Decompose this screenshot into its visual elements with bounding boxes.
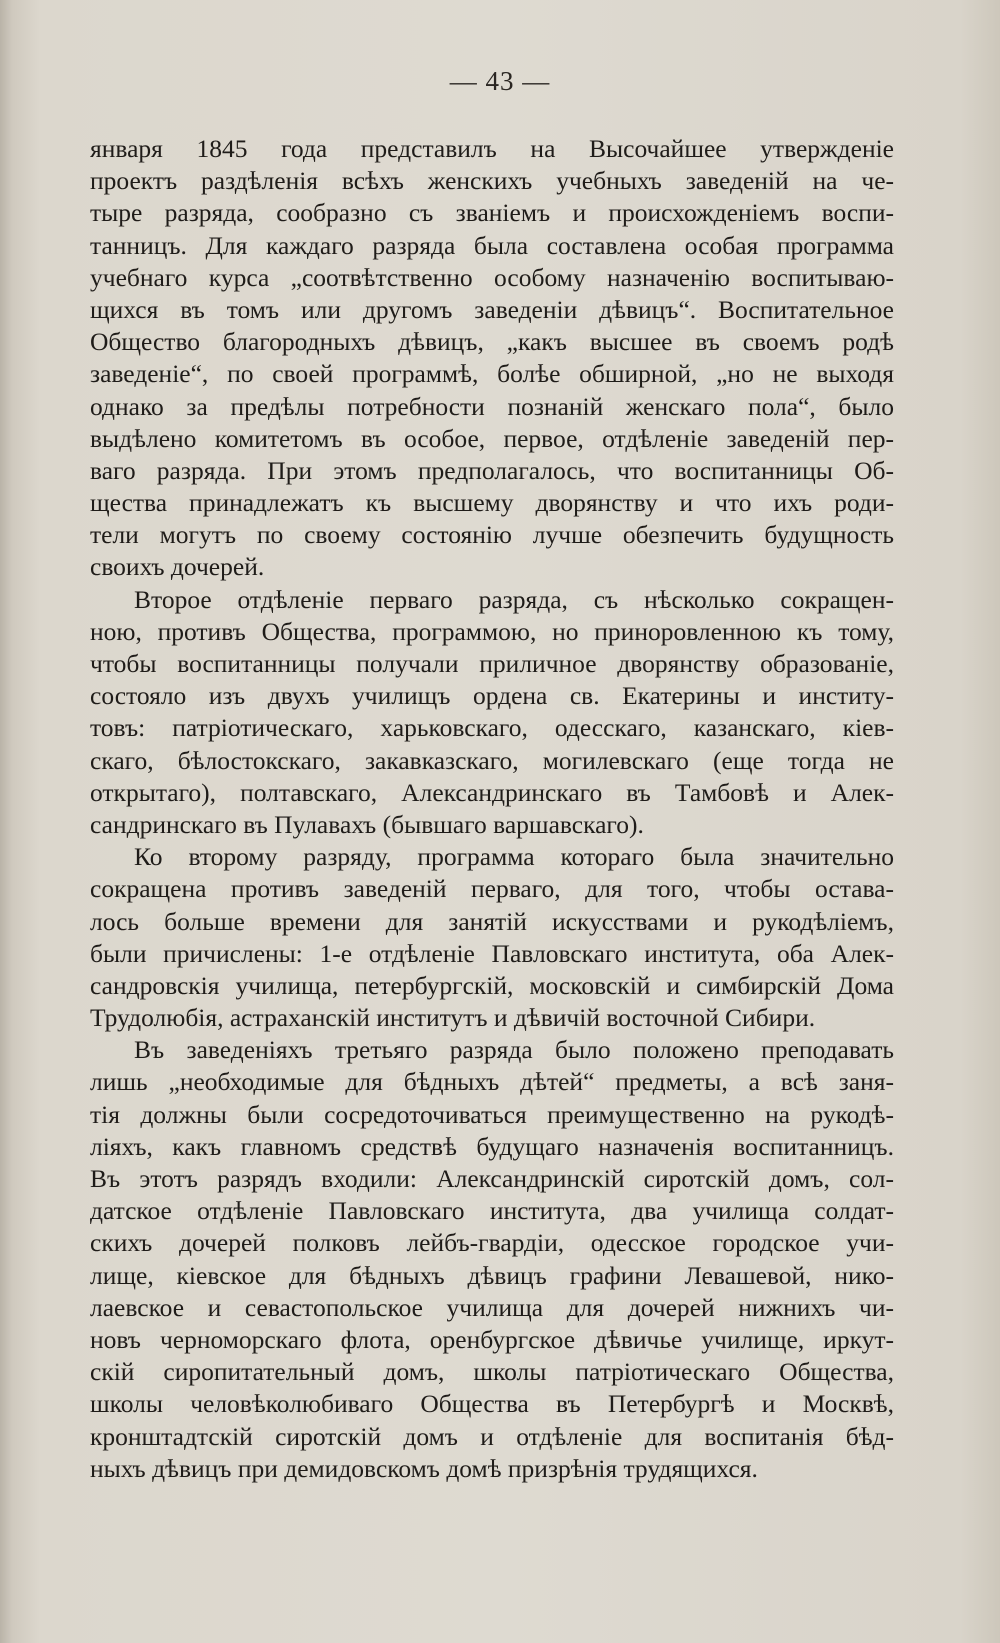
text-line: заведеніе“, по своей программѣ, болѣе обширной, „но не выходя [90,359,894,389]
text-line: однако за предѣлы потребности познаній женскаго пола“, было [90,391,894,421]
text-line: января 1845 года представилъ на Высочайшее утвержденіе [90,134,894,163]
text-line: Въ этотъ разрядъ входили: Александринскій сиротскій домъ, сол- [90,1164,894,1193]
body-text [90,133,894,1485]
text-line: учебнаго курса „соотвѣтственно особому назначенію воспитываю- [90,262,894,292]
page-number: — 43 — [449,66,551,96]
text-line: сандровскія училища, петербургскій, московскій и симбирскій Дома [90,970,894,1000]
text-line: скій сиропитательный домъ, школы патріотическаго Общества, [90,1357,894,1387]
text-line: скихъ дочерей полковъ лейбъ-гвардіи, одесское городское учи- [90,1228,894,1258]
text-line: датское отдѣленіе Павловскаго института, два училища солдат- [90,1196,894,1226]
text-line: сандринскаго въ Пулавахъ (бывшаго варшавскаго). [90,809,644,839]
text-line: своихъ дочерей. [90,552,265,582]
text-line: чтобы воспитанницы получали приличное дворянству образованіе, [90,649,894,678]
text-line: кронштадтскій сиротскій домъ и отдѣленіе для воспитанія бѣд- [90,1421,894,1451]
paragraph-1 [90,133,894,584]
text-line: щихся въ томъ или другомъ заведеніи дѣвицъ“. Воспитательное [90,294,894,324]
text-line: выдѣлено комитетомъ въ особое, первое, отдѣленіе заведеній пер- [90,423,894,453]
text-line: ною, противъ Общества, программою, но приноровленною къ тому, [90,616,894,646]
text-line: ныхъ дѣвицъ при демидовскомъ домѣ призрѣнія трудящихся. [90,1453,758,1483]
text-line: состояло изъ двухъ училищъ ордена св. Екатерины и институ- [90,681,894,711]
text-line: танницъ. Для каждаго разряда была составлена особая программа [90,230,894,260]
text-line: Въ заведеніяхъ третьяго разряда было положено преподавать [134,1035,894,1065]
text-line: тыре разряда, сообразно съ званіемъ и происхожденіемъ воспи- [90,198,894,228]
text-line: щества принадлежатъ къ высшему дворянству и что ихъ роди- [90,488,894,518]
text-line: ліяхъ, какъ главномъ средствѣ будущаго назначенія воспитанницъ. [90,1131,894,1161]
text-line: Второе отдѣленіе перваго разряда, съ нѣсколько сокращен- [134,584,894,614]
text-line: Трудолюбія, астраханскій институтъ и дѣвичій восточной Сибири. [90,1003,816,1033]
text-line: товъ: патріотическаго, харьковскаго, одесскаго, казанскаго, кіев- [90,713,894,743]
text-line: скаго, бѣлостокскаго, закавказскаго, могилевскаго (еще тогда не [90,745,894,775]
text-line: тели могутъ по своему состоянію лучше обезпечить будущность [90,520,894,550]
text-line: были причислены: 1-е отдѣленіе Павловскаго института, оба Алек- [90,938,894,968]
paragraph-4 [90,1034,894,1485]
text-line: лище, кіевское для бѣдныхъ дѣвицъ графини Левашевой, нико- [90,1260,894,1290]
text-line: новъ черноморскаго флота, оренбургское дѣвичье училище, иркут- [90,1324,894,1354]
text-line: проектъ раздѣленія всѣхъ женскихъ учебныхъ заведеній на че- [90,166,894,196]
text-line: лишь „необходимые для бѣдныхъ дѣтей“ предметы, а всѣ заня- [90,1067,894,1097]
text-line: открытаго), полтавскаго, Александринскаго въ Тамбовѣ и Алек- [90,777,894,807]
text-line: лось больше времени для занятій искусствами и рукодѣліемъ, [90,906,894,936]
paragraph-3 [90,841,894,1034]
paragraph-2 [90,584,894,842]
text-line: Ко второму разряду, программа котораго была значительно [134,842,894,872]
text-line: сокращена противъ заведеній перваго, для того, чтобы остава- [90,874,894,904]
text-line: школы человѣколюбиваго Общества въ Петербургѣ и Москвѣ, [90,1389,894,1419]
text-line: ваго разряда. При этомъ предполагалось, что воспитанницы Об- [90,455,894,485]
text-line: лаевское и севастопольское училища для дочерей нижнихъ чи- [90,1292,894,1322]
text-line: Общество благородныхъ дѣвицъ, „какъ высшее въ своемъ родѣ [90,327,894,357]
text-line: тія должны были сосредоточиваться преимущественно на рукодѣ- [90,1099,894,1129]
